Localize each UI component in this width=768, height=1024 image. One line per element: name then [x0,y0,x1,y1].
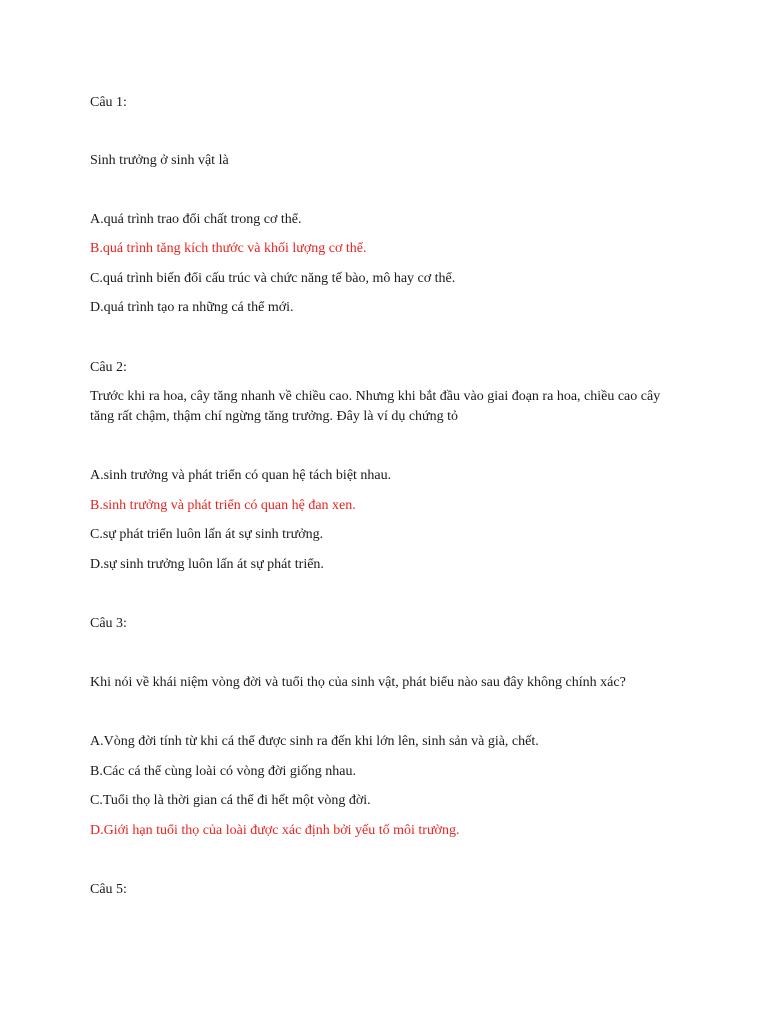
question-3-option-c: C.Tuổi thọ là thời gian cá thể đi hết một vòng đời. [90,793,371,808]
question-2-option-d: D.sự sinh trưởng luôn lấn át sự phát triển. [90,557,324,572]
question-2-option-b-correct: B.sinh trưởng và phát triển có quan hệ đan xen. [90,498,356,513]
question-1-option-a: A.quá trình trao đổi chất trong cơ thể. [90,212,302,227]
question-2-prompt: Trước khi ra hoa, cây tăng nhanh về chiều cao. Nhưng khi bắt đầu vào giai đoạn ra hoa, chiều cao cây tăng rất chậm, thậm chí ngừng tăng trưởng. Đây là ví dụ chứng tỏ [90,389,661,424]
question-1-option-c: C.quá trình biến đổi cấu trúc và chức năng tế bào, mô hay cơ thể. [90,271,456,286]
question-3-option-b: B.Các cá thể cùng loài có vòng đời giống nhau. [90,764,356,779]
question-2-heading: Câu 2: [90,360,127,375]
question-3-prompt: Khi nói về khái niệm vòng đời và tuổi thọ của sinh vật, phát biểu nào sau đây không chính xác? [90,675,626,690]
question-1-option-b-correct: B.quá trình tăng kích thước và khối lượng cơ thể. [90,241,367,256]
question-1-heading: Câu 1: [90,95,127,110]
question-3-heading: Câu 3: [90,616,127,631]
question-3-option-a: A.Vòng đời tính từ khi cá thể được sinh ra đến khi lớn lên, sinh sản và già, chết. [90,734,539,749]
question-2-option-a: A.sinh trưởng và phát triển có quan hệ tách biệt nhau. [90,468,392,483]
question-5-heading: Câu 5: [90,882,127,897]
question-1-option-d: D.quá trình tạo ra những cá thể mới. [90,300,294,315]
question-2-option-c: C.sự phát triển luôn lấn át sự sinh trưởng. [90,527,324,542]
question-1-prompt: Sinh trưởng ở sinh vật là [90,153,229,168]
question-3-option-d-correct: D.Giới hạn tuổi thọ của loài được xác định bởi yếu tố môi trường. [90,823,460,838]
